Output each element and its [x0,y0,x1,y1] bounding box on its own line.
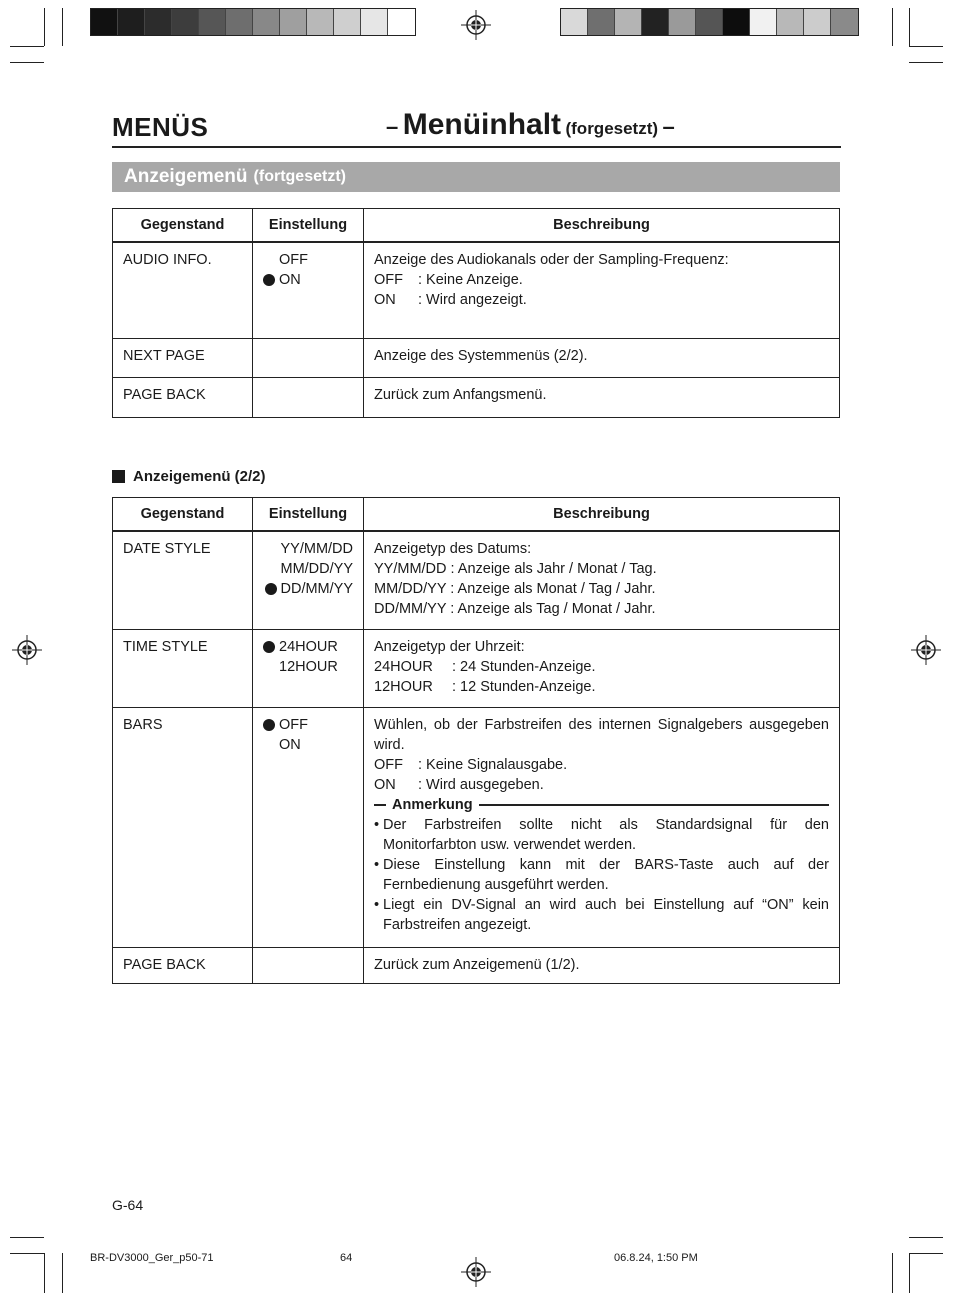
color-swatch [561,9,588,35]
color-swatch [172,9,199,35]
setting-cell [253,242,364,338]
description-value: : Wird ausgegeben. [418,776,544,793]
table-row [113,377,840,417]
title-dash-left: – [386,114,399,139]
description-value: : Keine Signalausgabe. [418,756,568,773]
display-menu-table-2 [112,497,840,984]
registration-mark-left [12,635,42,665]
description-value: : Wird angezeigt. [418,292,527,308]
color-swatch [723,9,750,35]
description-line: YY/MM/DD : Anzeige als Jahr / Monat / Tag. [374,561,657,577]
color-swatch [199,9,226,35]
note-heading [374,795,829,815]
setting-option: ON [279,736,301,753]
setting-cell [253,707,364,947]
description-cell [364,531,840,629]
item-cell: PAGE BACK [113,947,253,983]
section-suffix: (fortgesetzt) [253,168,346,185]
item-cell: PAGE BACK [113,377,253,417]
description-key: ON [374,776,396,793]
section-title: Anzeigemenü [124,166,248,187]
table-header-row [113,209,840,243]
table-row [113,947,840,983]
square-bullet-icon [112,470,125,483]
item-cell: NEXT PAGE [113,338,253,377]
color-swatch [91,9,118,35]
description-cell [364,629,840,707]
color-swatch [253,9,280,35]
note-text: Diese Einstellung kann mit der BARS-Taste auch auf der Fernbedienung ausgeführt werden. [383,856,829,893]
description-value: : 12 Stunden-Anzeige. [452,678,596,695]
item-cell: BARS [113,707,253,947]
page-title [386,108,675,142]
subsection-title: Anzeigemenü (2/2) [133,468,266,485]
registration-mark-bottom [461,1257,491,1287]
table-row [113,531,840,629]
description-cell: Zurück zum Anzeigemenü (1/2). [364,947,840,983]
header-setting: Einstellung [253,209,364,243]
color-swatch [226,9,253,35]
description-key: OFF [374,272,403,288]
color-swatch [804,9,831,35]
color-swatch [588,9,615,35]
color-swatch [145,9,172,35]
default-marker-icon [263,274,275,286]
color-swatch [696,9,723,35]
setting-option: 24HOUR [279,638,338,655]
display-menu-table-1 [112,208,840,418]
color-swatch [280,9,307,35]
note-text: Der Farbstreifen sollte nicht als Standardsignal für den Monitorfarbton usw. verwendet werden. [383,816,829,853]
color-bar-right [560,8,859,36]
description-intro: Wühlen, ob der Farbstreifen des internen Signalgebers ausgegeben wird. [374,716,829,753]
color-swatch [642,9,669,35]
setting-option: 12HOUR [279,658,338,675]
setting-cell [253,338,364,377]
table-header-row [113,498,840,532]
description-line: DD/MM/YY : Anzeige als Tag / Monat / Jahr. [374,601,656,617]
footer-filename: BR-DV3000_Ger_p50-71 [90,1252,214,1264]
setting-cell [253,629,364,707]
item-cell: AUDIO INFO. [113,242,253,338]
color-bar-left [90,8,416,36]
header-item: Gegenstand [113,209,253,243]
note-text: Liegt ein DV-Signal an wird auch bei Einstellung auf “ON” kein Farbstreifen angezeigt. [383,896,829,933]
title-main: Menüinhalt [402,108,562,141]
note-title: Anmerkung [392,796,473,813]
description-value: : Keine Anzeige. [418,272,523,288]
default-marker-icon [263,719,275,731]
subsection-heading [112,468,266,485]
description-key: ON [374,292,396,308]
color-swatch [334,9,361,35]
registration-mark-right [911,635,941,665]
table-row [113,338,840,377]
footer-date: 06.8.24, 1:50 PM [614,1252,698,1264]
title-dash-right: – [662,114,675,139]
title-suffix: (forgesetzt) [565,119,659,138]
note-bullet: • Der Farbstreifen sollte nicht als Standardsignal für den Monitorfarbton usw. verwendet werden. [374,816,829,853]
setting-cell [253,947,364,983]
description-cell [364,242,840,338]
setting-option: ON [279,272,301,288]
section-heading [112,162,840,192]
description-cell: Anzeige des Systemmenüs (2/2). [364,338,840,377]
item-cell: TIME STYLE [113,629,253,707]
description-cell: Zurück zum Anfangsmenü. [364,377,840,417]
color-swatch [361,9,388,35]
description-key: 12HOUR [374,678,433,695]
description-intro: Anzeigetyp der Uhrzeit: [374,638,525,655]
color-swatch [615,9,642,35]
description-line: MM/DD/YY : Anzeige als Monat / Tag / Jahr. [374,581,656,597]
setting-option: OFF [279,252,308,268]
description-intro: Anzeigetyp des Datums: [374,541,532,557]
default-marker-icon [265,583,277,595]
header-item: Gegenstand [113,498,253,532]
setting-cell [253,531,364,629]
table-row [113,242,840,338]
chapter-title: MENÜS [112,112,209,142]
setting-cell [253,377,364,417]
description-key: 24HOUR [374,658,433,675]
color-swatch [388,9,415,35]
table-row [113,629,840,707]
item-cell: DATE STYLE [113,531,253,629]
setting-option: YY/MM/DD [280,541,353,557]
footer-page: 64 [340,1252,353,1264]
registration-mark-top [461,10,491,40]
color-swatch [118,9,145,35]
setting-option: MM/DD/YY [280,561,353,577]
header-rule [112,146,841,148]
color-swatch [777,9,804,35]
color-swatch [307,9,334,35]
description-cell [364,707,840,947]
setting-option: DD/MM/YY [280,581,353,597]
color-swatch [669,9,696,35]
setting-option: OFF [279,716,308,733]
description-intro: Anzeige des Audiokanals oder der Sampling-Frequenz: [374,252,729,268]
page-number: G-64 [112,1197,144,1213]
default-marker-icon [263,641,275,653]
table-row [113,707,840,947]
header-setting: Einstellung [253,498,364,532]
color-swatch [831,9,858,35]
note-bullet: • Liegt ein DV-Signal an wird auch bei Einstellung auf “ON” kein Farbstreifen angezeigt. [374,896,829,933]
header-description: Beschreibung [364,209,840,243]
color-swatch [750,9,777,35]
header-description: Beschreibung [364,498,840,532]
note-bullet: • Diese Einstellung kann mit der BARS-Taste auch auf der Fernbedienung ausgeführt werden. [374,856,829,893]
description-key: OFF [374,756,403,773]
description-value: : 24 Stunden-Anzeige. [452,658,596,675]
